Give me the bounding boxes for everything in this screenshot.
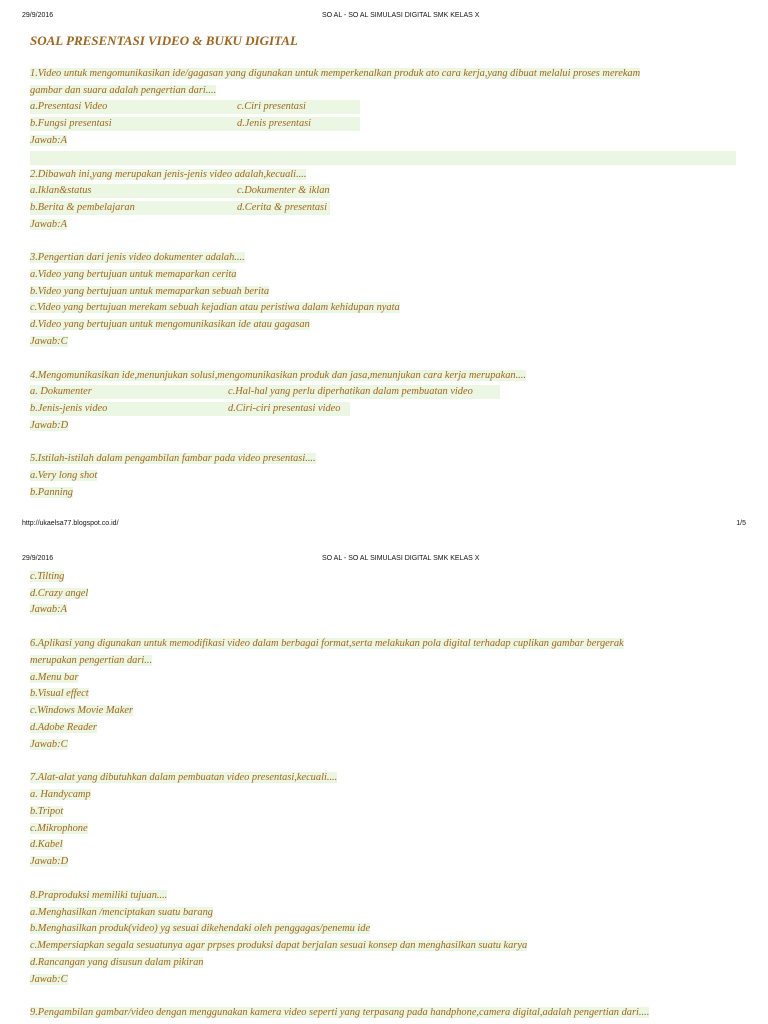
q7-text: 7.Alat-alat yang dibutuhkan dalam pembuatan video presentasi,kecuali.... [30,772,338,783]
q1-option-d: d.Jenis presentasi [237,118,312,129]
q1-answer [30,134,67,148]
q8-option-c [30,939,527,953]
q8-answer-text: Jawab:C [30,974,68,985]
q1-text-1: 1.Video untuk mengomunikasikan ide/gagasan yang digunakan untuk memperkenalkan produk ato cara kerja,yang dibuat melalui proses merekam [30,68,641,79]
q3-option-c [30,301,400,315]
q1-options-bd [30,117,330,131]
q1-options-ac [30,100,330,114]
q5-answer [30,603,67,617]
q2-answer-text: Jawab:A [30,219,67,230]
q5-option-a [30,469,97,483]
q7-option-a-text: a. Handycamp [30,789,91,800]
q8-option-b-text: b.Menghasilkan produk(video) yg sesuai dikehendaki oleh penggagas/penemu ide [30,923,371,934]
q3-line [30,251,245,265]
q5-option-c [30,570,64,584]
q1-line-1 [30,67,640,81]
q3-text: 3.Pengertian dari jenis video dokumenter adalah.... [30,252,245,263]
q5-option-d-text: d.Crazy angel [30,588,89,599]
q7-option-d [30,838,63,852]
q4-option-d: d.Ciri-ciri presentasi video [228,403,341,414]
q5-text: 5.Istilah-istilah dalam pengambilan fambar pada video presentasi.... [30,453,316,464]
page2-header-date: 29/9/2016 [22,555,54,562]
q5-option-d [30,587,88,601]
q9-text: 9.Pengambilan gambar/video dengan menggunakan kamera video seperti yang terpasang pada handphone,camera digital,adalah pengertian dari.... [30,1007,650,1018]
q4-option-c: c.Hal-hal yang perlu diperhatikan dalam pembuatan video [228,386,473,397]
q4-line [30,369,526,383]
q1-option-a: a.Presentasi Video [30,100,360,114]
q5-option-a-text: a.Very long shot [30,470,98,481]
q3-answer [30,335,68,349]
q2-option-b: b.Berita & pembelajaran [30,201,330,215]
q5-answer-text: Jawab:A [30,604,67,615]
page1-header-date: 29/9/2016 [22,12,54,19]
q1-option-b: b.Fungsi presentasi [30,117,360,131]
q8-line [30,889,167,903]
q8-text: 8.Praproduksi memiliki tujuan.... [30,890,168,901]
q3-option-d [30,318,310,332]
highlight-band [30,151,736,165]
q3-option-d-text: d.Video yang bertujuan untuk mengomunikasikan ide atau gagasan [30,319,310,330]
q7-option-d-text: d.Kabel [30,839,63,850]
q8-option-b [30,922,370,936]
q7-option-c [30,822,88,836]
q6-text-2: merupakan pengertian dari... [30,655,153,666]
q8-answer [30,973,68,987]
q7-option-c-text: c.Mikrophone [30,823,88,834]
q2-line [30,168,306,182]
q5-option-b-text: b.Panning [30,487,74,498]
q6-line-2 [30,654,152,668]
q8-option-a [30,906,213,920]
q6-option-d-text: d.Adobe Reader [30,722,97,733]
q3-option-c-text: c.Video yang bertujuan merekam sebuah kejadian atau peristiwa dalam kehidupan nyata [30,302,400,313]
q5-option-c-text: c.Tilting [30,571,65,582]
q8-option-c-text: c.Mempersiapkan segala sesuatunya agar prpses produksi dapat berjalan sesuai konsep dan menghasilkan suatu karya [30,940,528,951]
q1-line-2 [30,84,216,98]
q6-option-b-text: b.Visual effect [30,688,89,699]
q6-option-c [30,704,133,718]
q7-answer [30,855,68,869]
q5-option-b [30,486,73,500]
q6-option-b [30,687,89,701]
q4-answer [30,419,68,433]
page1-footer-page-number: 1/5 [736,520,746,527]
q3-option-b-text: b.Video yang bertujuan untuk memaparkan sebuah berita [30,286,270,297]
page1-header-title: SO AL - SO AL SIMULASI DIGITAL SMK KELAS X [322,12,480,19]
q2-text: 2.Dibawah ini,yang merupakan jenis-jenis video adalah,kecuali.... [30,169,307,180]
q3-option-b [30,285,269,299]
q7-option-a [30,788,91,802]
document-title: SOAL PRESENTASI VIDEO & BUKU DIGITAL [30,33,298,48]
q8-option-a-text: a.Menghasilkan /menciptakan suatu barang [30,907,213,918]
q6-option-d [30,721,97,735]
q2-option-c: c.Dokumenter & iklan [237,185,330,196]
q7-answer-text: Jawab:D [30,856,69,867]
q5-line [30,452,316,466]
q1-text-2: gambar dan suara adalah pengertian dari.... [30,85,217,96]
q1-answer-text: Jawab:A [30,135,67,146]
q6-answer [30,738,68,752]
q3-option-a-text: a.Video yang bertujuan untuk memaparkan cerita [30,269,237,280]
q7-option-b-text: b.Tripot [30,806,64,817]
q6-answer-text: Jawab:C [30,739,68,750]
page2-header-title: SO AL - SO AL SIMULASI DIGITAL SMK KELAS X [322,555,480,562]
q6-option-a [30,671,78,685]
q4-option-a: a. Dokumenter [30,385,500,399]
q8-option-d-text: d.Rancangan yang disusun dalam pikiran [30,957,204,968]
q2-option-a: a.Iklan&status [30,184,330,198]
q6-line-1 [30,637,624,651]
q4-text: 4.Mengomunikasikan ide,menunjukan solusi,mengomunikasikan produk dan jasa,menunjukan cara kerja merupakan.... [30,370,526,381]
q1-option-c: c.Ciri presentasi [237,101,306,112]
page1-footer-url[interactable]: http://ukaelsa77.blogspot.co.id/ [22,520,119,527]
q9-line [30,1006,649,1020]
q6-text-1: 6.Aplikasi yang digunakan untuk memodifikasi video dalam berbagai format,serta melakukan pola digital terhadap cuplikan gambar bergerak [30,638,624,649]
q6-option-c-text: c.Windows Movie Maker [30,705,134,716]
q4-answer-text: Jawab:D [30,420,69,431]
q3-answer-text: Jawab:C [30,336,68,347]
q7-option-b [30,805,63,819]
q8-option-d [30,956,203,970]
q7-line [30,771,337,785]
q3-option-a [30,268,236,282]
q6-option-a-text: a.Menu bar [30,672,79,683]
q2-answer [30,218,67,232]
q4-option-b: b.Jenis-jenis video [30,402,350,416]
q2-option-d: d.Cerita & presentasi [237,202,327,213]
